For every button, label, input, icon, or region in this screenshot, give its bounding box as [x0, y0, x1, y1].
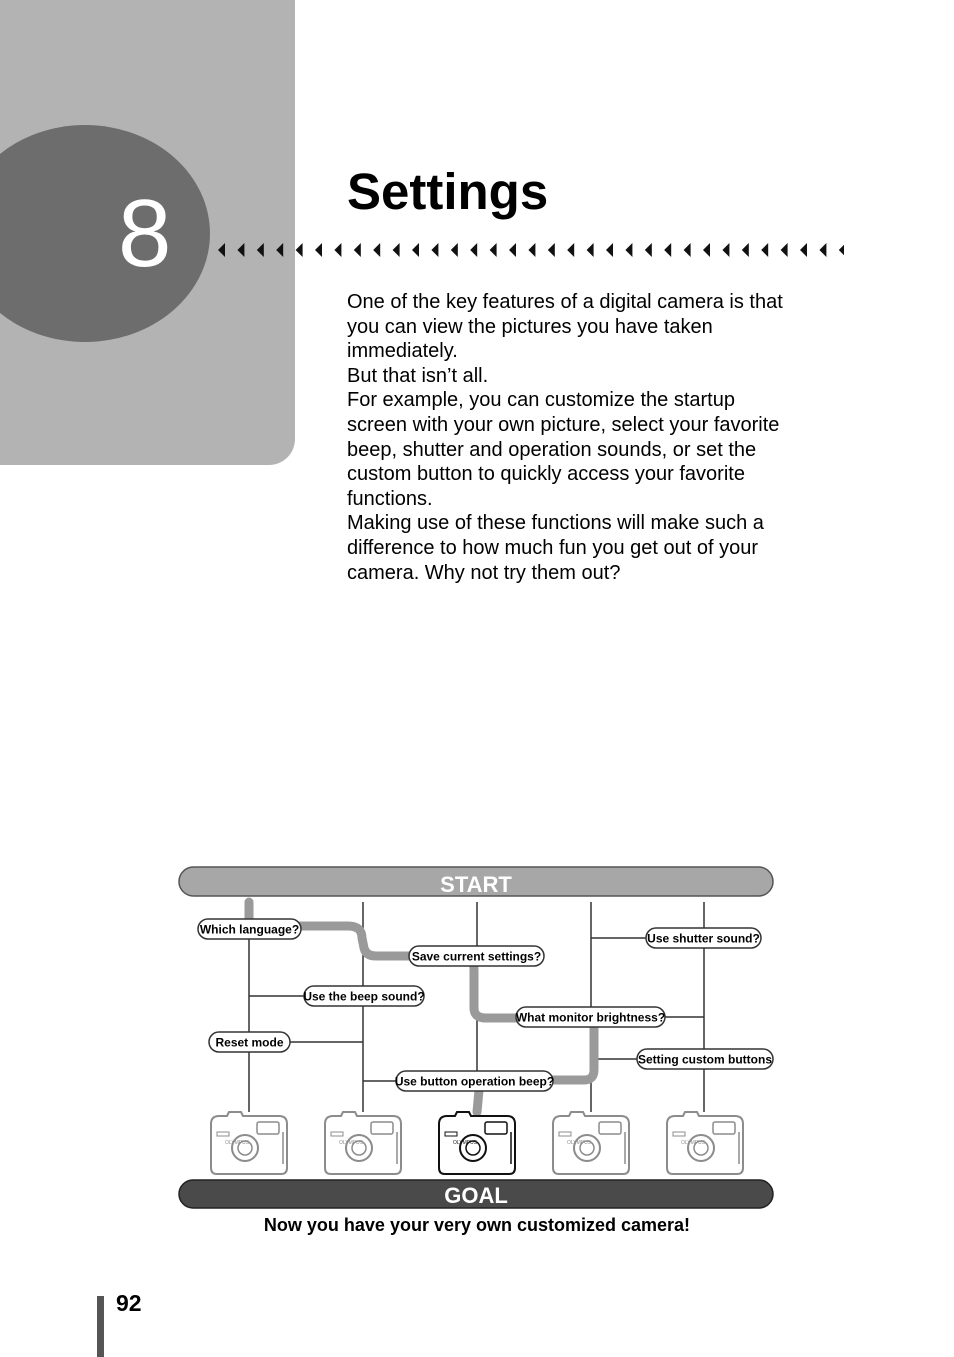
node-which-language [198, 919, 301, 939]
node-label: Use shutter sound? [647, 931, 760, 946]
page-marker-bar [97, 1296, 104, 1357]
node-label: What monitor brightness? [515, 1010, 666, 1025]
node-label: Use the beep sound? [303, 989, 425, 1004]
node-label: Setting custom buttons [638, 1052, 772, 1067]
node-label: Reset mode [215, 1035, 284, 1050]
node-label: Use button operation beep? [394, 1074, 555, 1089]
diagram-caption: Now you have your very own customized camera! [263, 1215, 691, 1235]
intro-paragraph: But that isn’t all. [347, 364, 489, 387]
node-use-beep-sound [303, 986, 424, 1006]
node-label: Save current settings? [411, 949, 542, 964]
goal-label: GOAL [444, 1183, 508, 1208]
node-monitor-brightness [516, 1007, 665, 1027]
camera-icon [211, 1112, 287, 1174]
page-number: 92 [116, 1290, 142, 1316]
start-label: START [440, 872, 512, 897]
page-title: Settings [347, 163, 549, 220]
camera-brand: OLYMPUS [225, 1140, 250, 1146]
intro-paragraph: Making use of these functions will make such a difference to how much fun you get out of your camera. Why not try them out? [347, 512, 764, 584]
node-reset-mode [209, 1032, 290, 1052]
camera-icon-selected [439, 1112, 515, 1174]
camera-brand: OLYMPUS [453, 1140, 478, 1146]
camera-icon [553, 1112, 629, 1174]
camera-brand: OLYMPUS [567, 1140, 592, 1146]
intro-paragraph: One of the key features of a digital camera is that you can view the pictures you have taken immediately. [347, 291, 783, 363]
node-save-current-settings [409, 946, 544, 966]
camera-brand: OLYMPUS [681, 1140, 706, 1146]
camera-brand: OLYMPUS [339, 1140, 364, 1146]
node-use-shutter-sound [646, 928, 761, 948]
node-setting-custom-buttons [637, 1049, 773, 1069]
camera-icon [325, 1112, 401, 1174]
chapter-number: 8 [118, 180, 172, 287]
node-use-button-operation-beep [395, 1071, 554, 1091]
node-label: Which language? [199, 922, 300, 937]
intro-paragraph: For example, you can customize the startup screen with your own picture, select your favorite beep, shutter and operation sounds, or set the custom button to quickly access your favorite functions. [347, 389, 780, 510]
camera-icon [667, 1112, 743, 1174]
